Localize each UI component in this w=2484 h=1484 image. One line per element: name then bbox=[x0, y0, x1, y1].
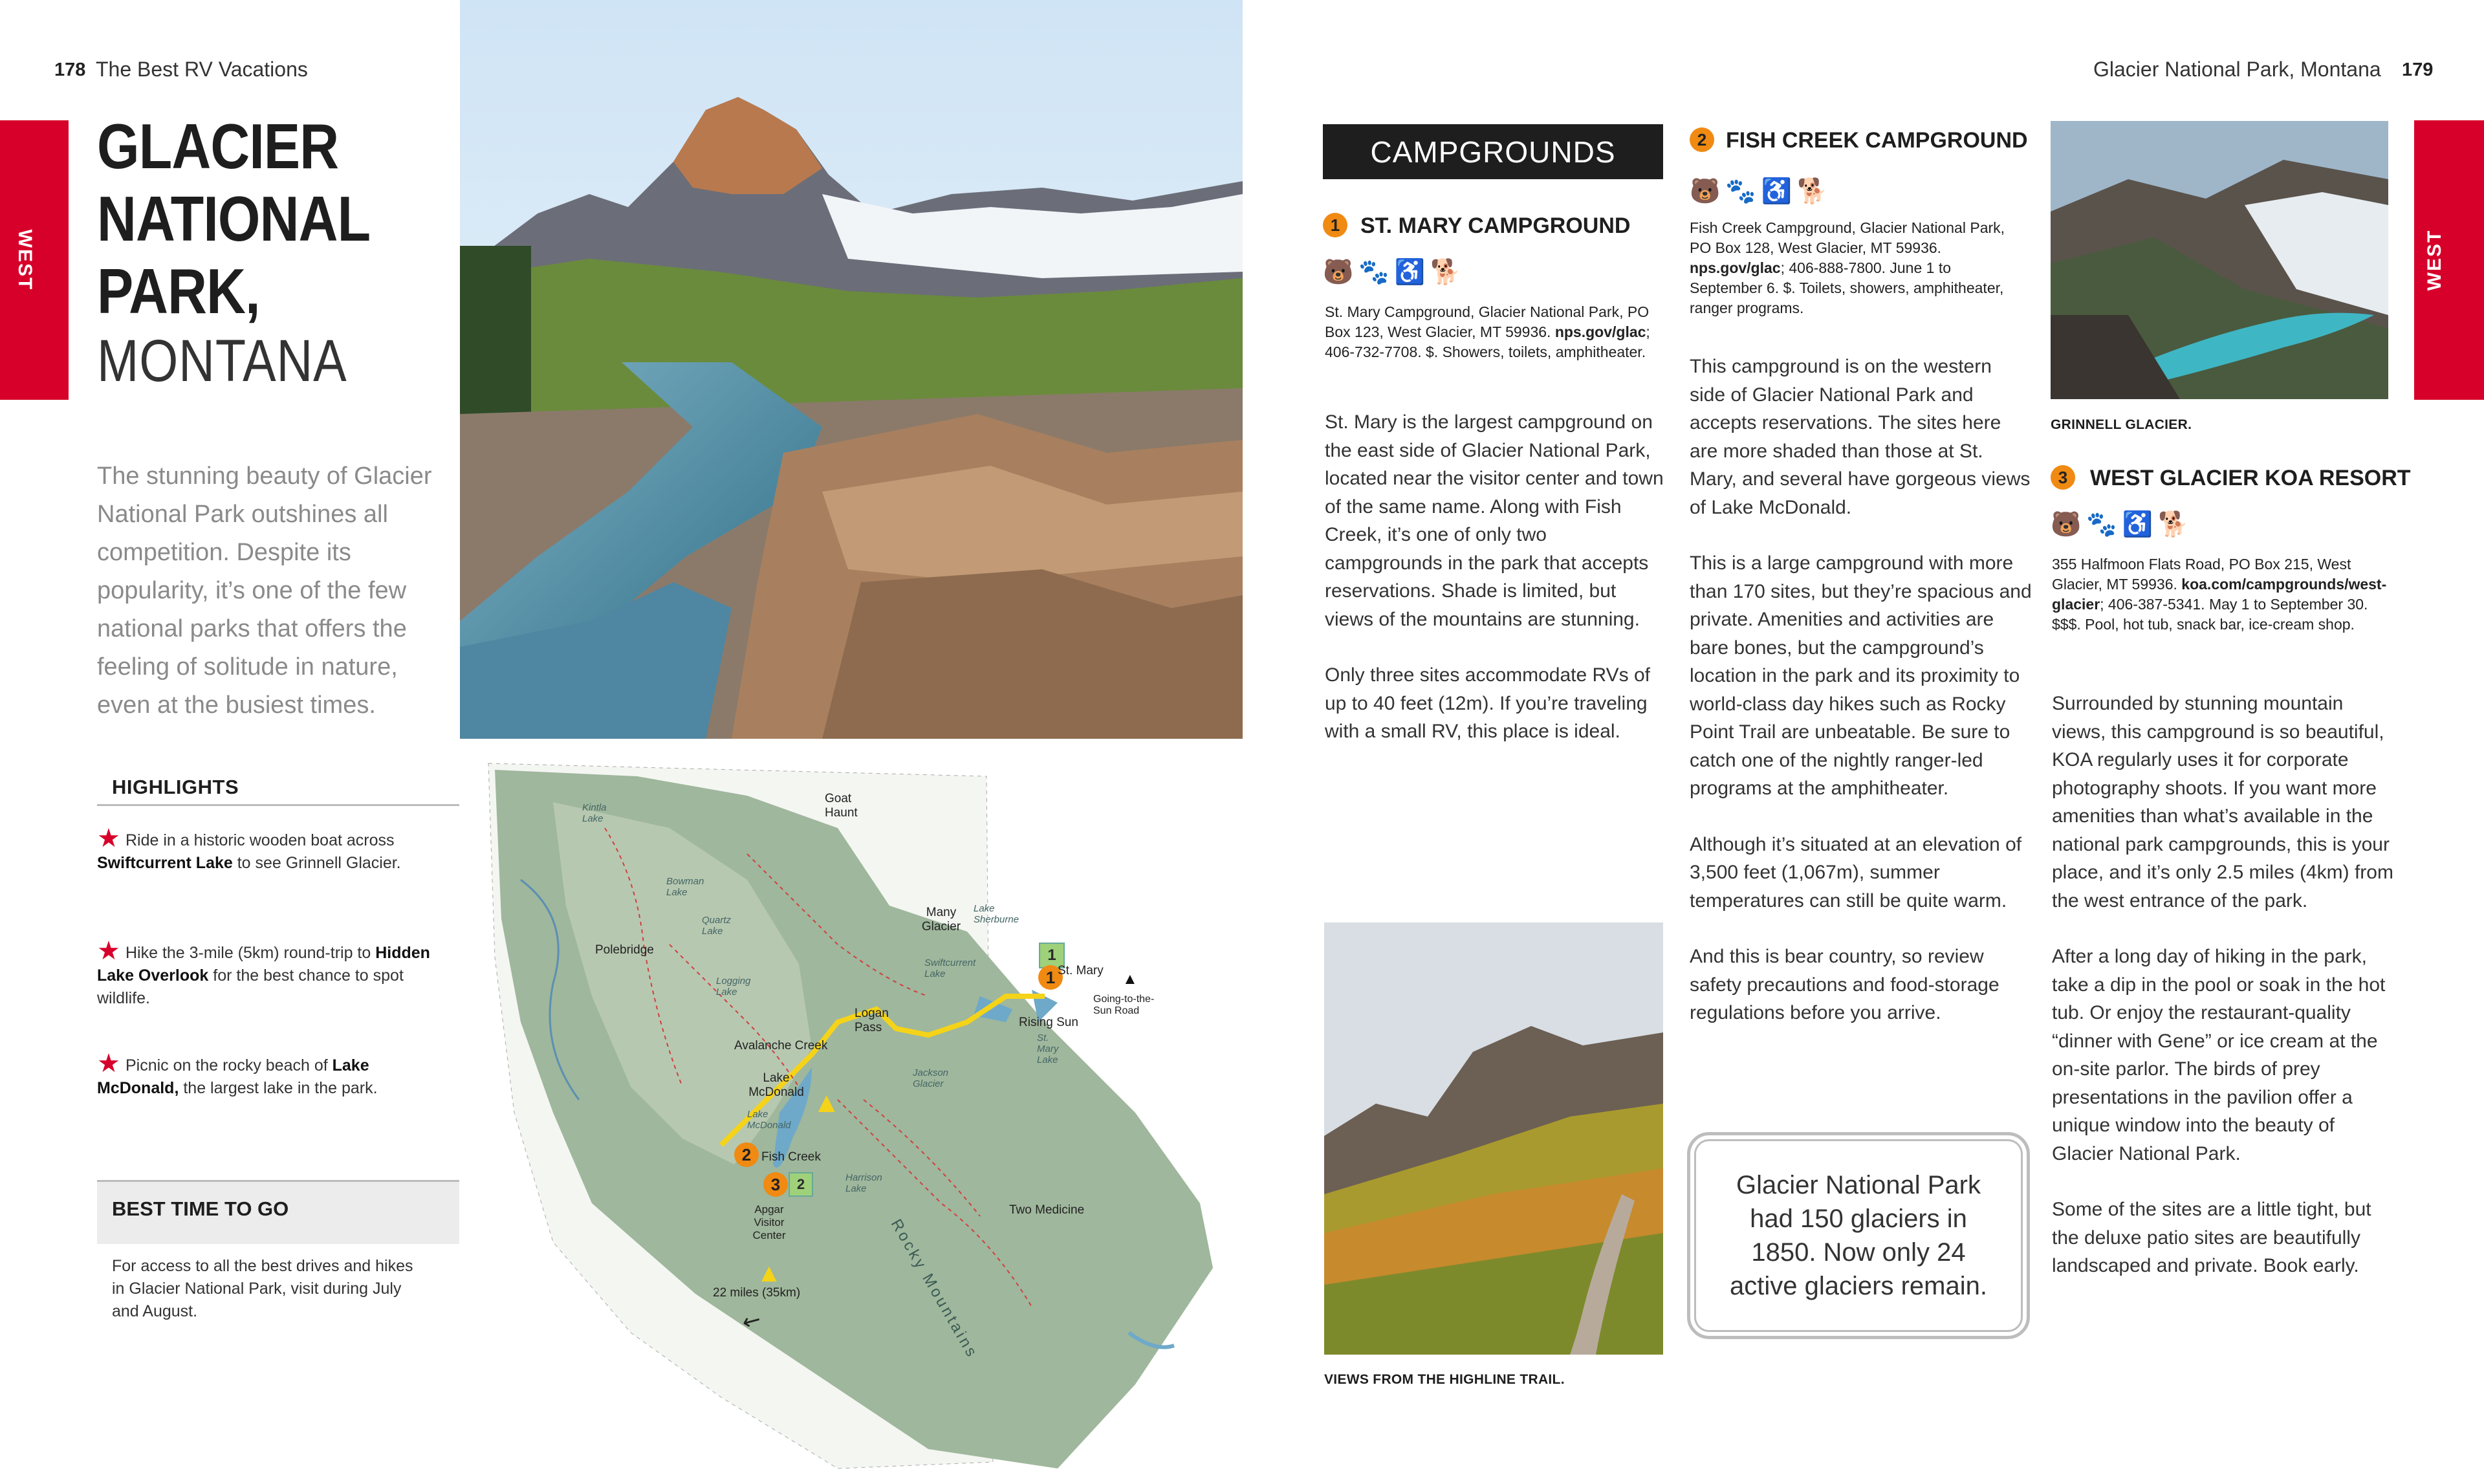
photo-caption: GRINNELL GLACIER. bbox=[2051, 417, 2192, 432]
amenity-icons bbox=[1690, 177, 1833, 206]
map-label: Jackson Glacier bbox=[913, 1067, 949, 1089]
map-label: Logging Lake bbox=[716, 976, 751, 998]
campground-description: Surrounded by stunning mountain views, this campground is so beautiful, KOA regularly uses it for corporate photography shoots. If you want more amenities than what’s available in the national park campgrounds, this is your place, and it’s only 2.5 miles (4km) from the west entrance of the park. After a long day of hiking in the park, take a dip in the pool or soak in the hot tub. Or enjoy the restaurant-quality “dinner with Gene” or ice cream at the on-site parlor. The birds of prey presentations in the pavilion offer a unique window into the beauty of Glacier National Park. Some of the sites are a little tight, but the deluxe patio sites are beautifully landscaped and private. Book early. bbox=[2052, 693, 2393, 1276]
page-number-right: 179 bbox=[2402, 60, 2434, 80]
title-line: PARK, bbox=[97, 256, 260, 327]
map-label: Going-to-the-Sun Road bbox=[1093, 994, 1155, 1016]
park-map bbox=[475, 750, 1232, 1484]
map-label: Rocky Mountains bbox=[887, 1216, 982, 1362]
hero-photo-mountain-stream bbox=[460, 0, 1243, 739]
running-head-right: Glacier National Park, Montana bbox=[2093, 58, 2381, 81]
pet-paw-icon: 🐾 bbox=[1358, 259, 1395, 286]
campground-details: Fish Creek Campground, Glacier National Park, PO Box 128, West Glacier, MT 59936. nps.gov/glac; 406-888-7800. June 1 to September 6. $. Toilets, showers, amphitheater, ranger programs. bbox=[1690, 219, 2005, 316]
bear-icon: 🐻 bbox=[1690, 178, 1726, 205]
section-tab-label: WEST bbox=[2424, 229, 2445, 291]
highlights-heading: HIGHLIGHTS bbox=[112, 776, 239, 798]
amenity-icons bbox=[2051, 510, 2194, 539]
map-label: St. Mary bbox=[1058, 964, 1104, 977]
page-title bbox=[97, 110, 415, 395]
highlight-item: ★ Hike the 3-mile (5km) round-trip to Hidden Lake Overlook for the best chance to spot wildlife. bbox=[97, 937, 430, 1007]
pet-paw-icon: 🐾 bbox=[2086, 511, 2122, 538]
map-label: Polebridge bbox=[595, 943, 654, 957]
title-subline: MONTANA bbox=[97, 328, 347, 394]
title-line: NATIONAL bbox=[97, 183, 371, 254]
bear-icon: 🐻 bbox=[1323, 259, 1359, 286]
amenity-icons bbox=[1323, 258, 1466, 287]
campground-number-badge: 1 bbox=[1323, 213, 1347, 237]
map-label: Quartz Lake bbox=[702, 915, 732, 937]
star-icon: ★ bbox=[97, 824, 120, 853]
campground-name: WEST GLACIER KOA RESORT bbox=[2090, 466, 2411, 490]
page-number-left: 178 bbox=[54, 60, 86, 80]
dog-icon: 🐕 bbox=[1796, 178, 1833, 205]
fact-callout-text: Glacier National Park had 150 glaciers in 1850. Now only 24 active glaciers remain. bbox=[1730, 1171, 1987, 1300]
map-label: Rising Sun bbox=[1019, 1016, 1078, 1029]
pet-paw-icon: 🐾 bbox=[1725, 178, 1761, 205]
campground-details: 355 Halfmoon Flats Road, PO Box 215, West Glacier, MT 59936. koa.com/campgrounds/west-glacier; 406-387-5341. May 1 to September 30. $$$. Pool, hot tub, snack bar, ice-cream shop. bbox=[2052, 556, 2387, 633]
map-label: Many Glacier bbox=[921, 906, 961, 933]
best-time-box bbox=[97, 1182, 459, 1244]
map-label: Swiftcurrent Lake bbox=[924, 957, 976, 979]
campground-details: St. Mary Campground, Glacier National Park, PO Box 123, West Glacier, MT 59936. nps.gov/glac; 406-732-7708. $. Showers, toilets, amphitheater. bbox=[1325, 303, 1650, 360]
campground-description: St. Mary is the largest campground on the east side of Glacier National Park, located near the visitor center and town of the same name. Along with Fish Creek, it’s one of only two campgrounds in the park that accepts reservations. Shade is limited, but views of the mountains are stunning. Only three sites accommodate RVs of up to 40 feet (12m). If you’re traveling with a small RV, this place is ideal. bbox=[1325, 411, 1664, 742]
divider bbox=[97, 804, 459, 806]
campground-name: FISH CREEK CAMPGROUND bbox=[1726, 128, 2028, 153]
fact-callout bbox=[1687, 1132, 2030, 1339]
trail-marker-1: ▲ bbox=[812, 1087, 841, 1118]
direction-arrow-icon: ↙ bbox=[737, 1305, 767, 1337]
section-tab-left bbox=[0, 120, 69, 400]
map-label: Harrison Lake bbox=[845, 1172, 882, 1194]
campsite-marker-2: 2 bbox=[789, 1172, 813, 1197]
highlight-item: ★ Ride in a historic wooden boat across Swiftcurrent Lake to see Grinnell Glacier. bbox=[97, 824, 401, 872]
campground-number-badge: 2 bbox=[1690, 127, 1714, 152]
map-label: 22 miles (35km) bbox=[713, 1286, 801, 1300]
section-tab-right bbox=[2414, 120, 2484, 400]
campsite-marker-1: 1 bbox=[1039, 943, 1065, 968]
wheelchair-icon: ♿ bbox=[1394, 259, 1430, 286]
map-label: Two Medicine bbox=[1009, 1203, 1085, 1217]
wheelchair-icon: ♿ bbox=[1761, 178, 1797, 205]
map-label: St. Mary Lake bbox=[1037, 1032, 1059, 1065]
campground-marker-3: 3 bbox=[763, 1172, 788, 1197]
best-time-text: For access to all the best drives and hikes in Glacier National Park, visit during July and August. bbox=[112, 1257, 413, 1320]
map-label: Logan Pass bbox=[855, 1007, 889, 1034]
map-label: Lake Sherburne bbox=[974, 903, 1019, 925]
map-label: Bowman Lake bbox=[666, 876, 704, 898]
map-label: Lake McDonald bbox=[748, 1071, 804, 1099]
map-label: Apgar Visitor Center bbox=[752, 1203, 786, 1241]
map-label: Lake McDonald bbox=[747, 1109, 791, 1131]
dog-icon: 🐕 bbox=[2157, 511, 2194, 538]
photo-grinnell-glacier bbox=[2051, 121, 2388, 399]
campground-name: ST. MARY CAMPGROUND bbox=[1360, 213, 1631, 238]
wheelchair-icon: ♿ bbox=[2122, 511, 2158, 538]
trail-marker-3: ▲ bbox=[1122, 970, 1138, 988]
trail-marker-2: ▲ bbox=[756, 1259, 782, 1287]
highlight-item: ★ Picnic on the rocky beach of Lake McDonald, the largest lake in the park. bbox=[97, 1049, 378, 1097]
best-time-heading: BEST TIME TO GO bbox=[112, 1197, 289, 1220]
campground-number-badge: 3 bbox=[2051, 465, 2075, 490]
campgrounds-banner: CAMPGROUNDS bbox=[1323, 124, 1663, 179]
map-label: Avalanche Creek bbox=[734, 1039, 828, 1053]
section-tab-label: WEST bbox=[14, 229, 36, 291]
campground-marker-2: 2 bbox=[734, 1142, 759, 1167]
map-label: Fish Creek bbox=[761, 1150, 821, 1164]
star-icon: ★ bbox=[97, 1049, 120, 1078]
bear-icon: 🐻 bbox=[2051, 511, 2087, 538]
title-line: GLACIER bbox=[97, 111, 339, 182]
campground-description: This campground is on the western side of Glacier National Park and accepts reservations. The sites here are more shaded than those at St. Mary, and several have gorgeous views of Lake McDonald. This is a large campground with more than 170 sites, but they’re spacious and private. Amenities and activities are bare bones, but the campground’s location in the park and its proximity to world-class day hikes such as Rocky Point Trail are unbeatable. Be sure to catch one of the nightly ranger-led programs at the amphitheater. Although it’s situated at an elevation of 3,500 feet (1,067m), summer temperatures can still be quite warm. And this is bear country, so review safety precautions and food-storage regulations before you arrive. bbox=[1690, 356, 2032, 1023]
star-icon: ★ bbox=[97, 937, 120, 965]
photo-highline-trail bbox=[1324, 922, 1663, 1355]
map-label: Goat Haunt bbox=[825, 792, 858, 820]
intro-paragraph: The stunning beauty of Glacier National Park outshines all competition. Despite its popularity, it’s one of the few national parks that offers the feeling of solitude in nature, even at the busiest times. bbox=[97, 463, 432, 719]
map-label: Kintla Lake bbox=[582, 802, 607, 824]
running-head-left: The Best RV Vacations bbox=[96, 58, 308, 81]
photo-caption: VIEWS FROM THE HIGHLINE TRAIL. bbox=[1324, 1372, 1565, 1387]
dog-icon: 🐕 bbox=[1430, 259, 1466, 286]
campground-marker-1: 1 bbox=[1038, 965, 1063, 990]
